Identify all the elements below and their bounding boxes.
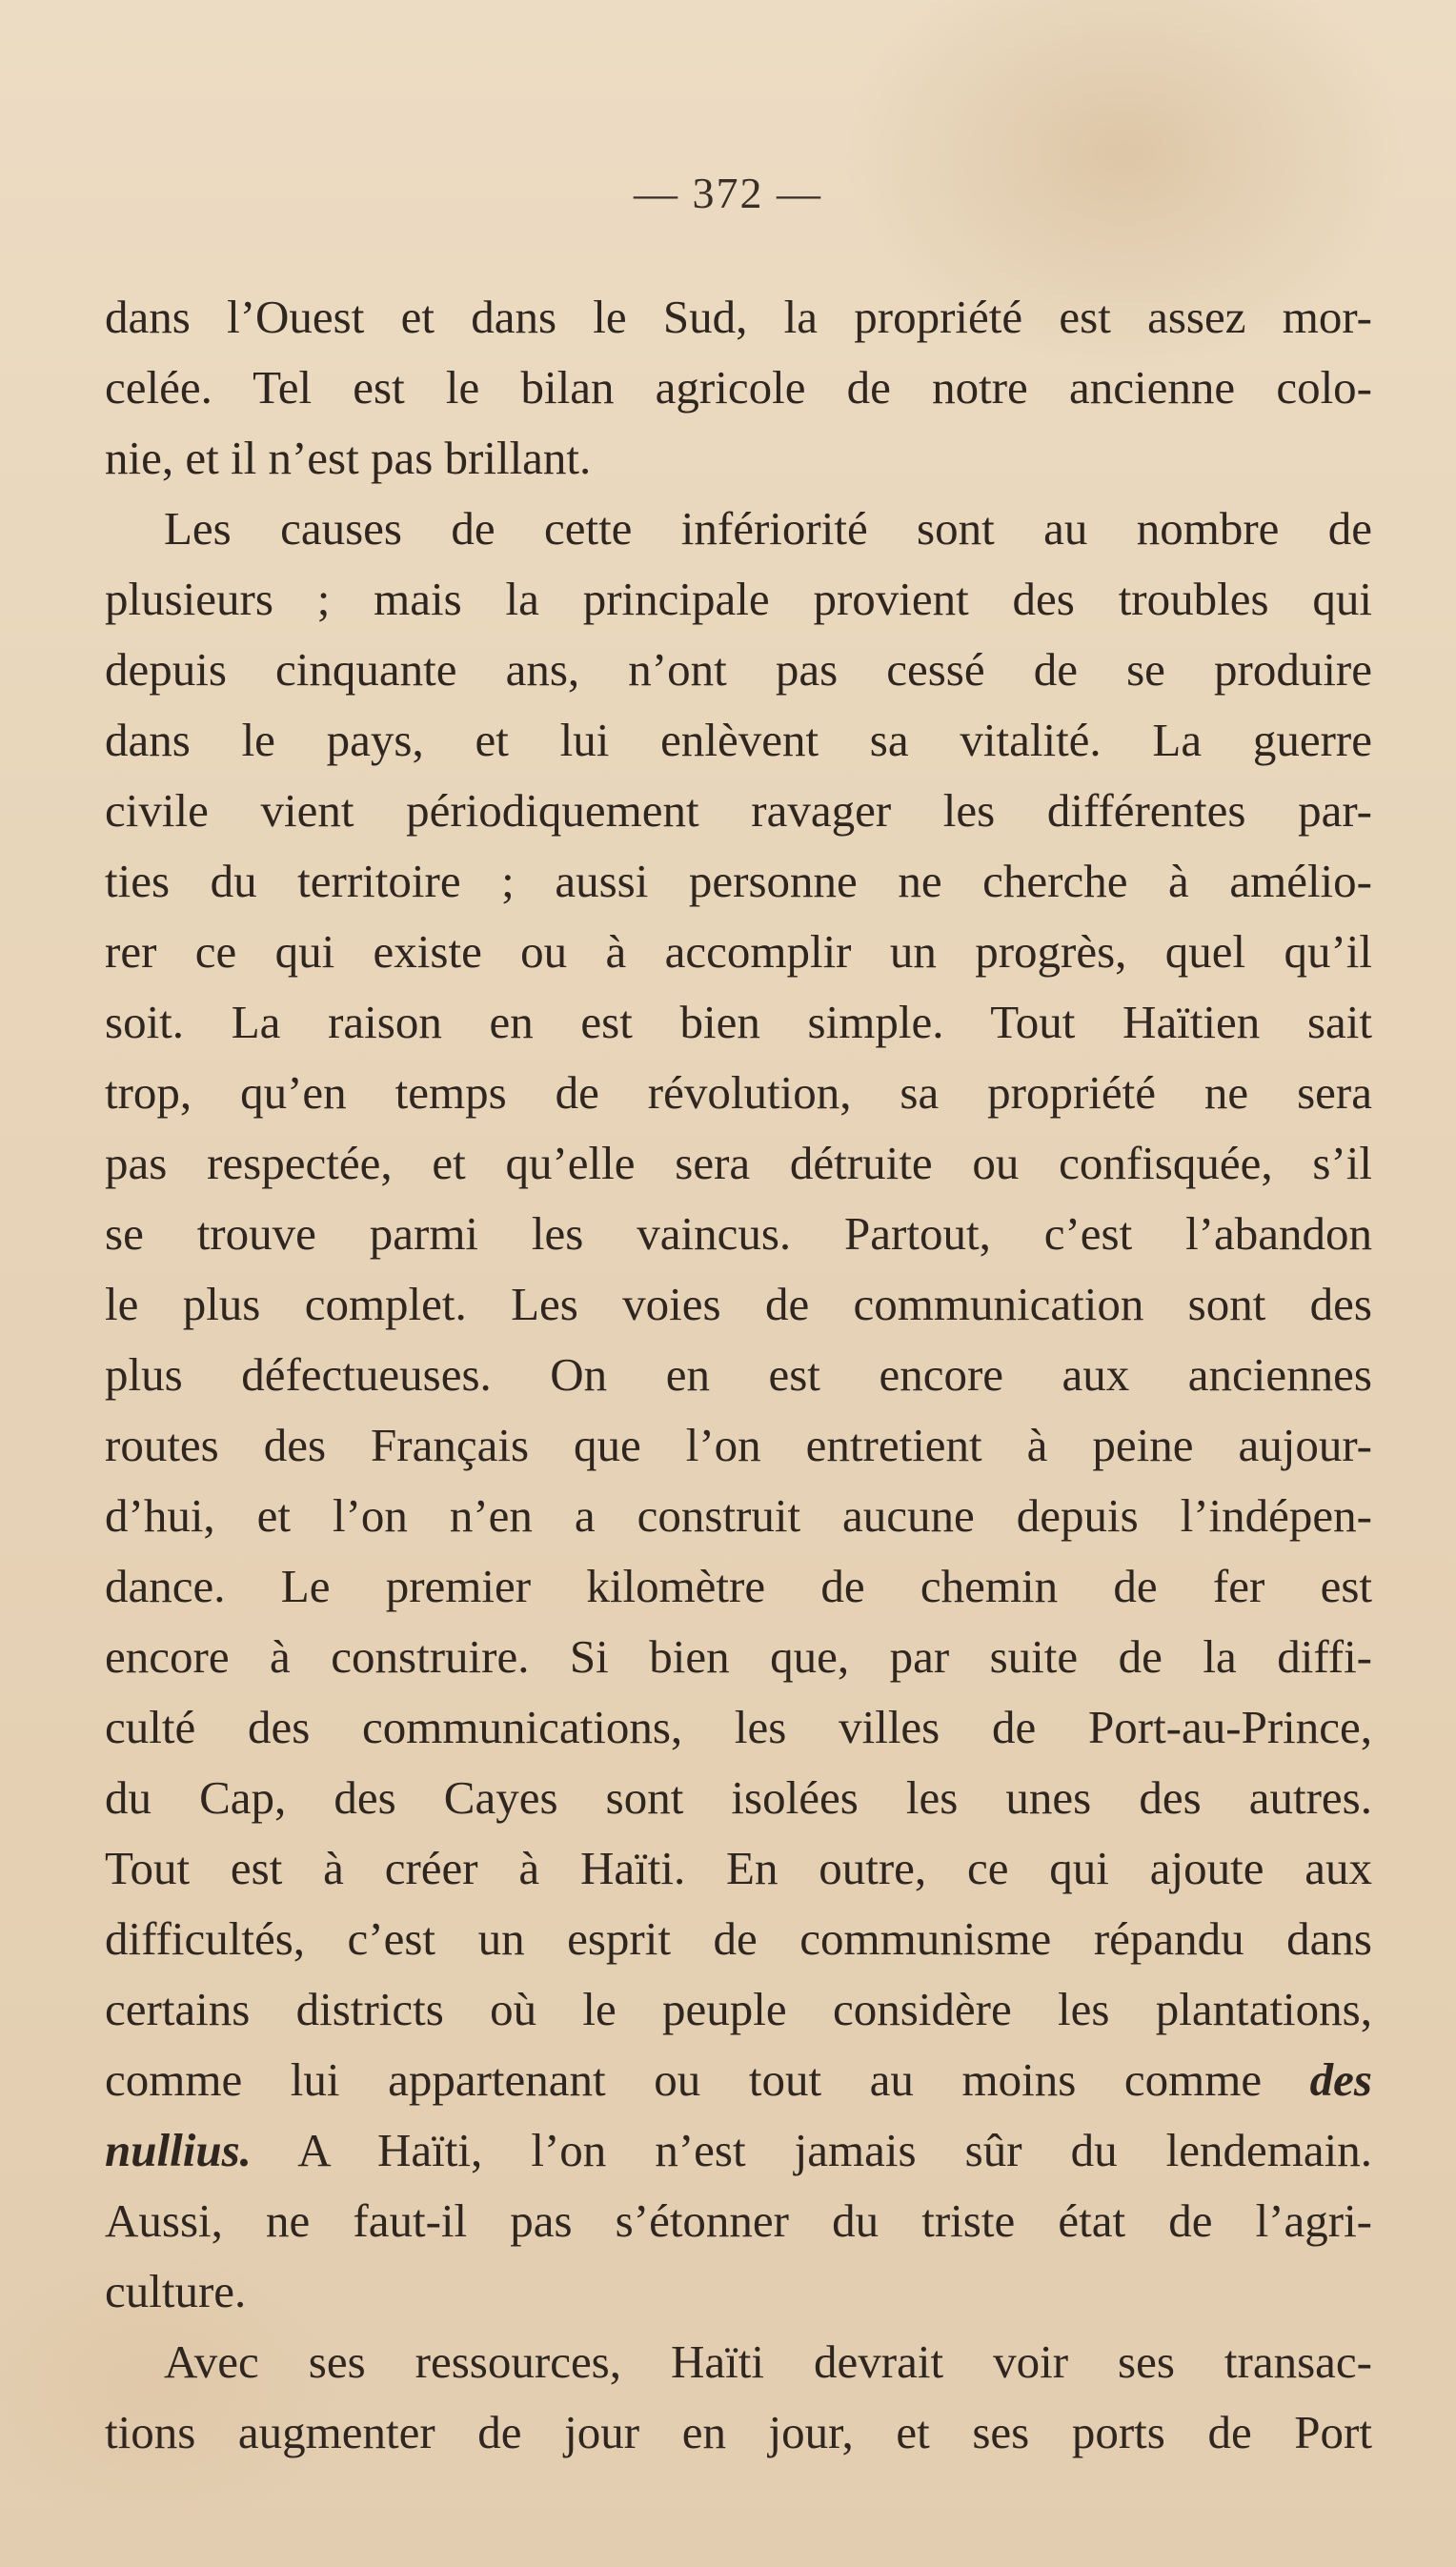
- text-line: difficultés, c’est un esprit de communisme répandu dans: [105, 1912, 1372, 1965]
- text-line: certains districts où le peuple considère les plantations,: [105, 1983, 1372, 2035]
- text-line: dance. Le premier kilomètre de chemin de fer est: [105, 1560, 1372, 1612]
- text-line: rer ce qui existe ou à accomplir un progrès, quel qu’il: [105, 925, 1372, 978]
- text-line: Les causes de cette infériorité sont au nombre de: [164, 502, 1372, 555]
- text-line: soit. La raison en est bien simple. Tout Haïtien sait: [105, 996, 1372, 1048]
- text-line: trop, qu’en temps de révolution, sa propriété ne sera: [105, 1066, 1372, 1119]
- text-line: ties du territoire ; aussi personne ne cherche à amélio-: [105, 855, 1372, 907]
- text-line: le plus complet. Les voies de communication sont des: [105, 1278, 1372, 1330]
- body-text: [105, 282, 1372, 2468]
- text-line-with-italic: [105, 2115, 1372, 2186]
- text-line: dans le pays, et lui enlèvent sa vitalité. La guerre: [105, 714, 1372, 766]
- text-line: se trouve parmi les vaincus. Partout, c’est l’abandon: [105, 1207, 1372, 1260]
- text-line: plusieurs ; mais la principale provient des troubles qui: [105, 573, 1372, 625]
- text-line: nie, et il n’est pas brillant.: [105, 432, 592, 484]
- text-line: depuis cinquante ans, n’ont pas cessé de se produire: [105, 643, 1372, 696]
- text-line: Aussi, ne faut-il pas s’étonner du triste état de l’agri-: [105, 2194, 1372, 2247]
- text-line-with-italic: [105, 2045, 1372, 2115]
- text-line: d’hui, et l’on n’en a construit aucune depuis l’indépen-: [105, 1489, 1372, 1542]
- text-line: civile vient périodiquement ravager les différentes par-: [105, 784, 1372, 837]
- text-line: routes des Français que l’on entretient à peine aujour-: [105, 1419, 1372, 1471]
- text-line: du Cap, des Cayes sont isolées les unes des autres.: [105, 1771, 1372, 1824]
- page-number: — 372 —: [634, 169, 822, 217]
- text-line: Tout est à créer à Haïti. En outre, ce qui ajoute aux: [105, 1842, 1372, 1894]
- italic-term: des: [1309, 2053, 1372, 2106]
- text-line: celée. Tel est le bilan agricole de notre ancienne colo-: [105, 361, 1372, 414]
- text-line: plus défectueuses. On en est encore aux anciennes: [105, 1348, 1372, 1401]
- text-line: tions augmenter de jour en jour, et ses ports de Port: [105, 2406, 1372, 2458]
- text-fragment: A Haïti, l’on n’est jamais sûr du lendemain.: [297, 2124, 1373, 2176]
- text-line: pas respectée, et qu’elle sera détruite ou confisquée, s’il: [105, 1137, 1372, 1189]
- text-fragment: comme lui appartenant ou tout au moins comme: [105, 2053, 1263, 2106]
- text-line: Avec ses ressources, Haïti devrait voir ses transac-: [164, 2335, 1372, 2388]
- text-line: culté des communications, les villes de Port-au-Prince,: [105, 1701, 1372, 1753]
- italic-term: nullius.: [105, 2124, 252, 2176]
- text-line: dans l’Ouest et dans le Sud, la propriété est assez mor-: [105, 291, 1372, 343]
- text-line: culture.: [105, 2265, 247, 2317]
- text-line: encore à construire. Si bien que, par suite de la diffi-: [105, 1630, 1372, 1683]
